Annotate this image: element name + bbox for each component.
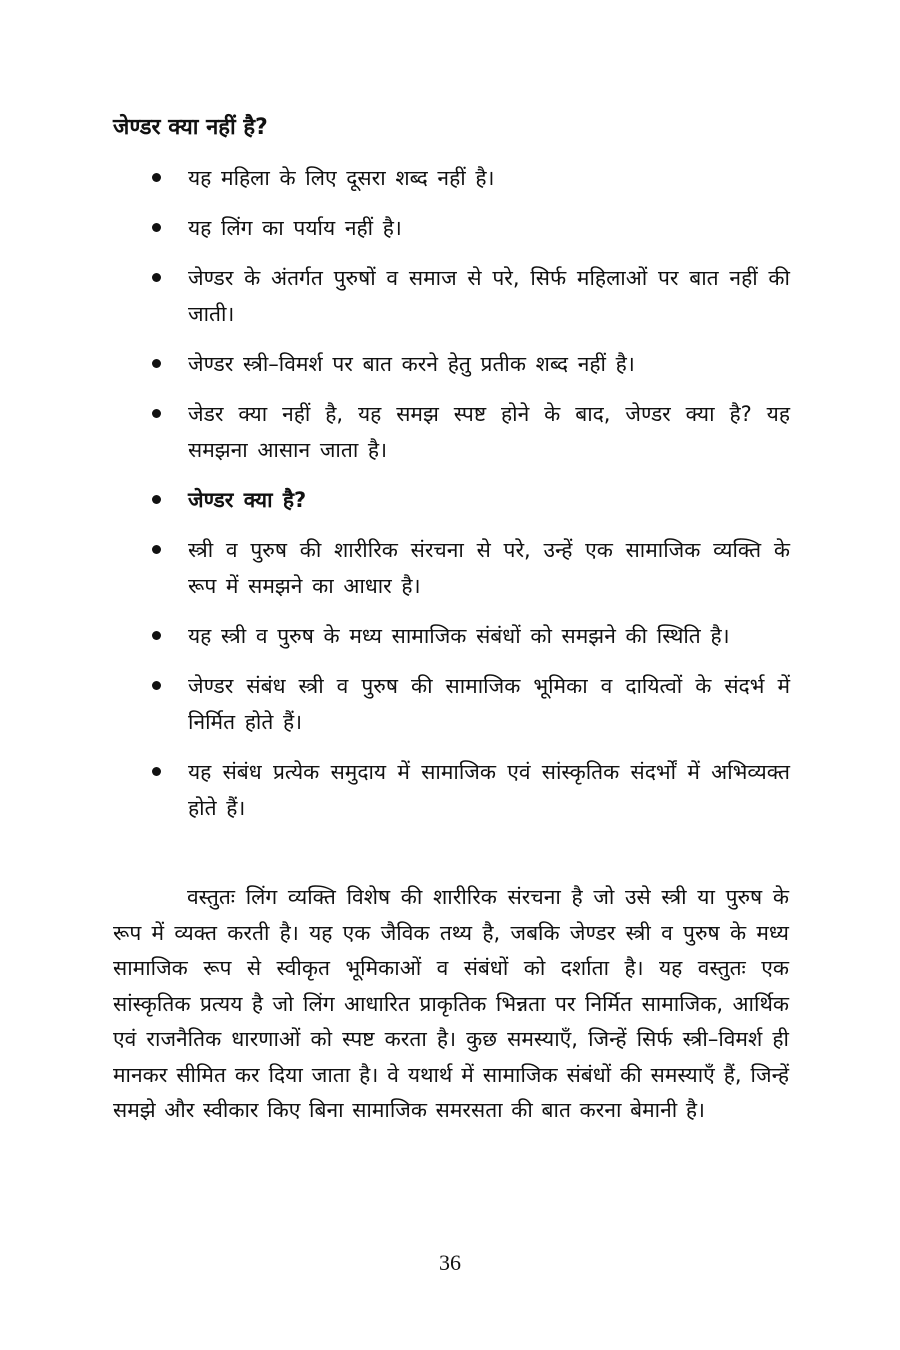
bullet-item [148, 618, 790, 654]
body-paragraph: वस्तुतः लिंग व्यक्ति विशेष की शारीरिक संरचना है जो उसे स्त्री या पुरुष के रूप में व्यक्त करती है। यह एक जैविक तथ्य है, जबकि जेण्डर स्त्री व पुरुष के मध्य सामाजिक रूप से स्वीकृत भूमिकाओं व संबंधों को दर्शाता है। यह वस्तुतः एक सांस्कृतिक प्रत्यय है जो लिंग आधारित प्राकृतिक भिन्नता पर निर्मित सामाजिक, आर्थिक एवं राजनैतिक धारणाओं को स्पष्ट करता है। कुछ समस्याएँ, जिन्हें सिर्फ स्त्री–विमर्श ही मानकर सीमित कर दिया जाता है। वे यथार्थ में सामाजिक संबंधों की समस्याएँ हैं, जिन्हें समझे और स्वीकार किए बिना सामाजिक समरसता की बात करना बेमानी है। [113, 885, 789, 1122]
bullet-icon [152, 681, 161, 690]
bullet-item [148, 160, 790, 196]
bullet-text: जेण्डर संबंध स्त्री व पुरुष की सामाजिक भूमिका व दायित्वों के संदर्भ में निर्मित होते हैं। [188, 674, 790, 734]
page-number: 36 [439, 1250, 461, 1275]
bullet-icon [152, 495, 161, 504]
bullet-list [148, 160, 790, 840]
bullet-item [148, 396, 790, 468]
bullet-item [148, 260, 790, 332]
bullet-icon [152, 409, 161, 418]
bullet-text: जेण्डर के अंतर्गत पुरुषों व समाज से परे, सिर्फ महिलाओं पर बात नहीं की जाती। [188, 266, 790, 326]
bullet-text: जेण्डर स्त्री–विमर्श पर बात करने हेतु प्रतीक शब्द नहीं है। [188, 352, 635, 376]
bullet-icon [152, 223, 161, 232]
bullet-text: स्त्री व पुरुष की शारीरिक संरचना से परे, उन्हें एक सामाजिक व्यक्ति के रूप में समझने का आधार है। [188, 538, 790, 598]
bullet-icon [152, 767, 161, 776]
bullet-item [148, 210, 790, 246]
bullet-icon [152, 273, 161, 282]
bullet-icon [152, 173, 161, 182]
bullet-item [148, 754, 790, 826]
bullet-icon [152, 359, 161, 368]
bullet-item-subheading [148, 482, 790, 518]
bullet-item [148, 668, 790, 740]
bullet-text: यह स्त्री व पुरुष के मध्य सामाजिक संबंधों को समझने की स्थिति है। [188, 624, 730, 648]
bullet-icon [152, 631, 161, 640]
section-heading: जेण्डर क्या नहीं है? [113, 115, 268, 140]
bullet-text: यह संबंध प्रत्येक समुदाय में सामाजिक एवं सांस्कृतिक संदर्भों में अभिव्यक्त होते हैं। [188, 760, 790, 820]
bullet-item [148, 346, 790, 382]
bullet-text: यह लिंग का पर्याय नहीं है। [188, 216, 402, 240]
bullet-icon [152, 545, 161, 554]
bullet-text: यह महिला के लिए दूसरा शब्द नहीं है। [188, 166, 495, 190]
bullet-text: जेडर क्या नहीं है, यह समझ स्पष्ट होने के बाद, जेण्डर क्या है? यह समझना आसान जाता है। [188, 402, 790, 462]
bullet-item [148, 532, 790, 604]
bullet-text: जेण्डर क्या है? [188, 488, 307, 512]
